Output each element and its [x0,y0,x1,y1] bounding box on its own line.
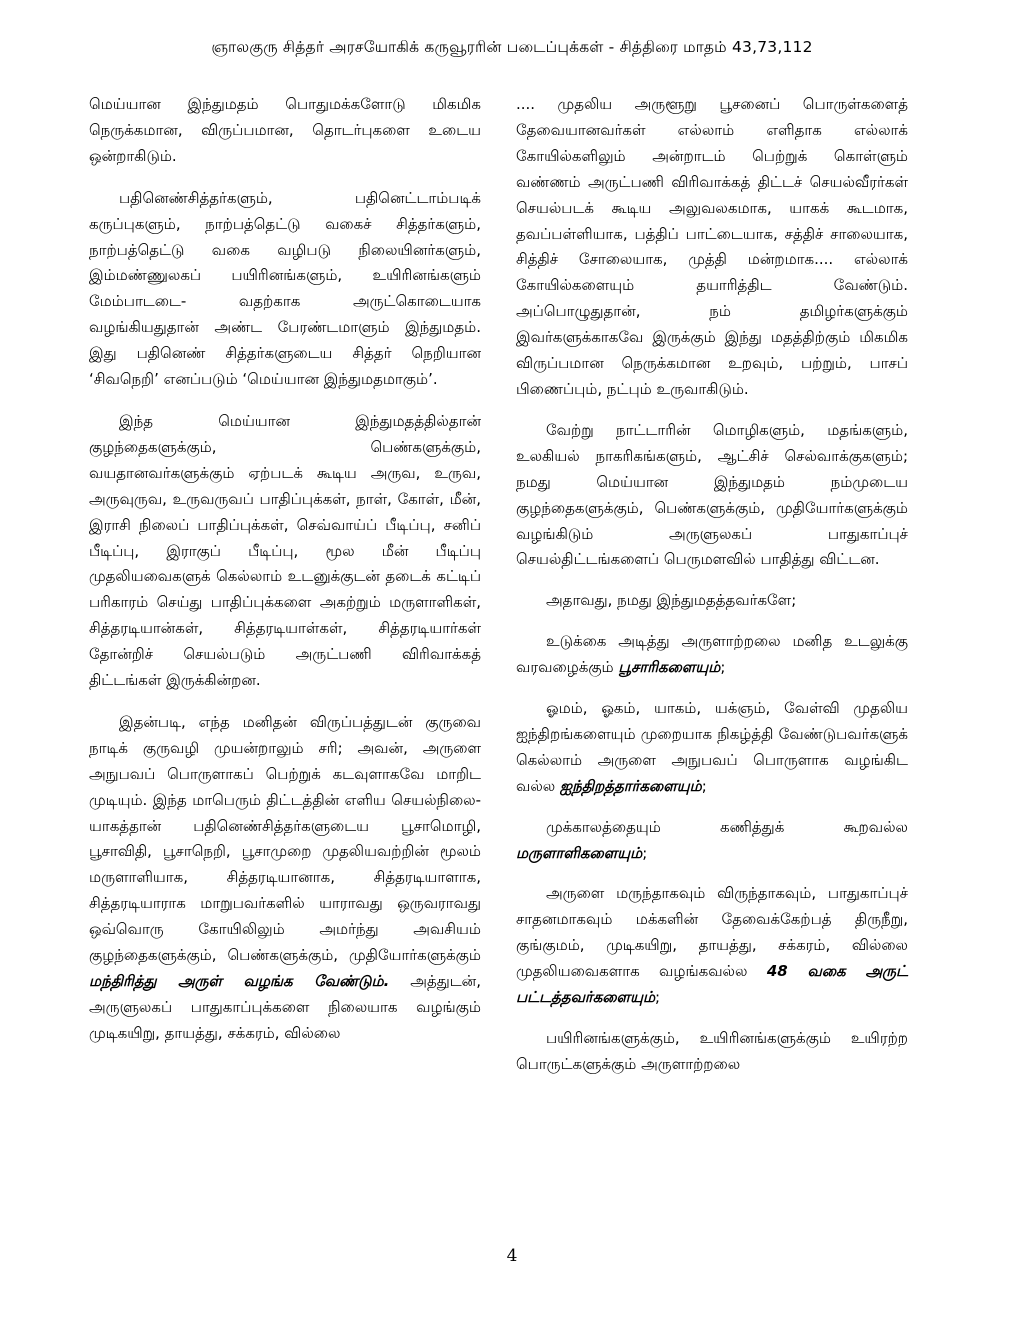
right-paragraph-4 [516,629,908,681]
right-paragraph-5-end: ; [701,776,707,795]
left-paragraph-4-tail: அத்துடன், அருளுலகப் பாதுகாப்புக்களை நிலையாக வழங்கும் முடிகயிறு, தாயத்து, சக்கரம், வில்லை [89,972,481,1042]
right-paragraph-1: .... முதலிய அருளூறு பூசனைப் பொருள்களைத் தேவையானவர்கள் எல்லாம் எளிதாக எல்லாக் கோயில்களிலும் அன்றாடம் பெற்றுக் கொள்ளும் வண்ணம் அருட்பணி விரிவாக்கத் திட்டச் செயல்வீரர்கள் செயல்படக் கூடிய அலுவலகமாக, யாகக் கூடமாக, தவப்பள்ளியாக, பத்திப் பாட்டையாக, சத்திச் சாலையாக, சித்திச் சோலையாக, முத்தி மன்றமாக.... எல்லாக் கோயில்களையும் தயாரித்திட வேண்டும். அப்பொழுதுதான், நம் தமிழர்களுக்கும் இவர்களுக்காகவே இருக்கும் இந்து மதத்திற்கும் மிகமிக விருப்பமான நெருக்கமான உறவும், பற்றும், பாசப் பிணைப்பும், நட்பும் உருவாகிடும். [516,95,908,398]
left-paragraph-4-emphasis: மந்திரித்து அருள் வழங்க வேண்டும். [89,972,390,990]
left-paragraph-4 [89,710,481,1047]
left-column [89,92,481,1063]
right-paragraph-5-emphasis: ஐந்திறத்தார்களையும் [560,776,702,795]
right-paragraph-4-text: உடுக்கை அடித்து அருளாற்றலை மனித உடலுக்கு வரவழைக்கும் [516,632,908,677]
right-paragraph-6 [516,815,908,867]
right-paragraph-2: வேற்று நாட்டாரின் மொழிகளும், மதங்களும், உலகியல் நாகரிகங்களும், ஆட்சிச் செல்வாக்குகளும்; நமது மெய்யான இந்துமதம் நம்முடைய குழந்தைகளுக்கும், பெண்களுக்கும், முதியோர்களுக்கும் வழங்கிடும் அருளுலகப் பாதுகாப்புச் செயல்திட்டங்களைப் பெருமளவில் பாதித்து விட்டன. [516,420,908,569]
right-column [516,92,908,1093]
page-number: 4 [506,1246,518,1266]
right-paragraph-7-end: ; [655,988,661,1007]
right-paragraph-6-emphasis: மருளாளிகளையும் [516,843,643,862]
right-paragraph-4-emphasis: பூசாரிகளையும் [618,658,721,677]
right-paragraph-7 [516,881,908,1011]
right-paragraph-4-end: ; [720,658,726,677]
right-paragraph-6-end: ; [642,843,648,862]
left-paragraph-1: மெய்யான இந்துமதம் பொதுமக்களோடு மிகமிக நெருக்கமான, விருப்பமான, தொடர்புகளை உடைய ஒன்றாகிடும். [89,95,481,165]
right-paragraph-6-text: முக்காலத்தையும் கணித்துக் கூறவல்ல [546,817,908,836]
right-paragraph-5 [516,696,908,800]
right-paragraph-7-text: அருளை மருந்தாகவும் விருந்தாகவும், பாதுகாப்புச் சாதனமாகவும் மக்களின் தேவைக்கேற்பத் திருநீறு, குங்குமம், முடிகயிறு, தாயத்து, சக்கரம், வில்லை முதலியவைகளாக வழங்கவல்ல [516,884,908,981]
left-paragraph-2: பதினெண்சித்தர்களும், பதினெட்டாம்படிக் கருப்புகளும், நாற்பத்தெட்டு வகைச் சித்தர்களும், நாற்பத்தெட்டு வகை வழிபடு நிலையினர்களும், இம்மண்ணுலகப் பயிரினங்களும், உயிரினங்களும் மேம்பாடடை- வதற்காக அருட்கொடையாக வழங்கியதுதான் அண்ட பேரண்டமாளும் இந்துமதம். இது பதினெண் சித்தர்களுடைய சித்தர் நெறியான ‘சிவநெறி’ எனப்படும் ‘மெய்யான இந்துமதமாகும்’. [89,188,481,389]
running-header: ஞாலகுரு சித்தர் அரசயோகிக் கருவூரரின் படைப்புக்கள் - சித்திரை மாதம் 43,73,112 [211,38,813,56]
right-paragraph-7-emphasis: 48 வகை அருட் பட்டத்தவர்களையும் [516,962,908,1007]
right-paragraph-8: பயிரினங்களுக்கும், உயிரினங்களுக்கும் உயிரற்ற பொருட்களுக்கும் அருளாற்றலை [516,1029,908,1073]
left-paragraph-4-text: இதன்படி, எந்த மனிதன் விருப்பத்துடன் குருவை நாடிக் குருவழி முயன்றாலும் சரி; அவன், அருளை அநுபவப் பொருளாகப் பெற்றுக் கடவுளாகவே மாறிட முடியும். இந்த மாபெரும் திட்டத்தின் எளிய செயல்நிலை- யாகத்தான் பதினெண்சித்தர்களுடைய பூசாமொழி, பூசாவிதி, பூசாநெறி, பூசாமுறை முதலியவற்றின் மூலம் மருளாளியாக, சித்தரடியானாக, சித்தரடியாளாக, சித்தரடியாராக மாறுபவர்களில் யாராவது ஒருவராவது ஒவ்வொரு கோயிலிலும் அமர்ந்து அவசியம் குழந்தைகளுக்கும், பெண்களுக்கும், முதியோர்களுக்கும் [89,712,481,965]
right-paragraph-5-text: ஓமம், ஓகம், யாகம், யக்ஞம், வேள்வி முதலிய ஐந்திறங்களையும் முறையாக நிகழ்த்தி வேண்டுபவர்களுக் கெல்லாம் அருளை அநுபவப் பொருளாக வழங்கிட வல்ல [516,699,908,795]
right-paragraph-3: அதாவது, நமது இந்துமதத்தவர்களே; [546,591,797,610]
left-paragraph-3: இந்த மெய்யான இந்துமதத்தில்தான் குழந்தைகளுக்கும், பெண்களுக்கும், வயதானவர்களுக்கும் ஏற்படக் கூடிய அருவ, உருவ, அருவுருவ, உருவருவப் பாதிப்புக்கள், நாள், கோள், மீன், இராசி நிலைப் பாதிப்புக்கள், செவ்வாய்ப் பீடிப்பு, சனிப் பீடிப்பு, இராகுப் பீடிப்பு, மூல மீன் பீடிப்பு முதலியவைகளுக் கெல்லாம் உடனுக்குடன் தடைக் கட்டிப் பரிகாரம் செய்து பாதிப்புக்களை அகற்றும் மருளாளிகள், சித்தரடியான்கள், சித்தரடியாள்கள், சித்தரடியார்கள் தோன்றிச் செயல்படும் அருட்பணி விரிவாக்கத் திட்டங்கள் இருக்கின்றன. [89,411,481,690]
